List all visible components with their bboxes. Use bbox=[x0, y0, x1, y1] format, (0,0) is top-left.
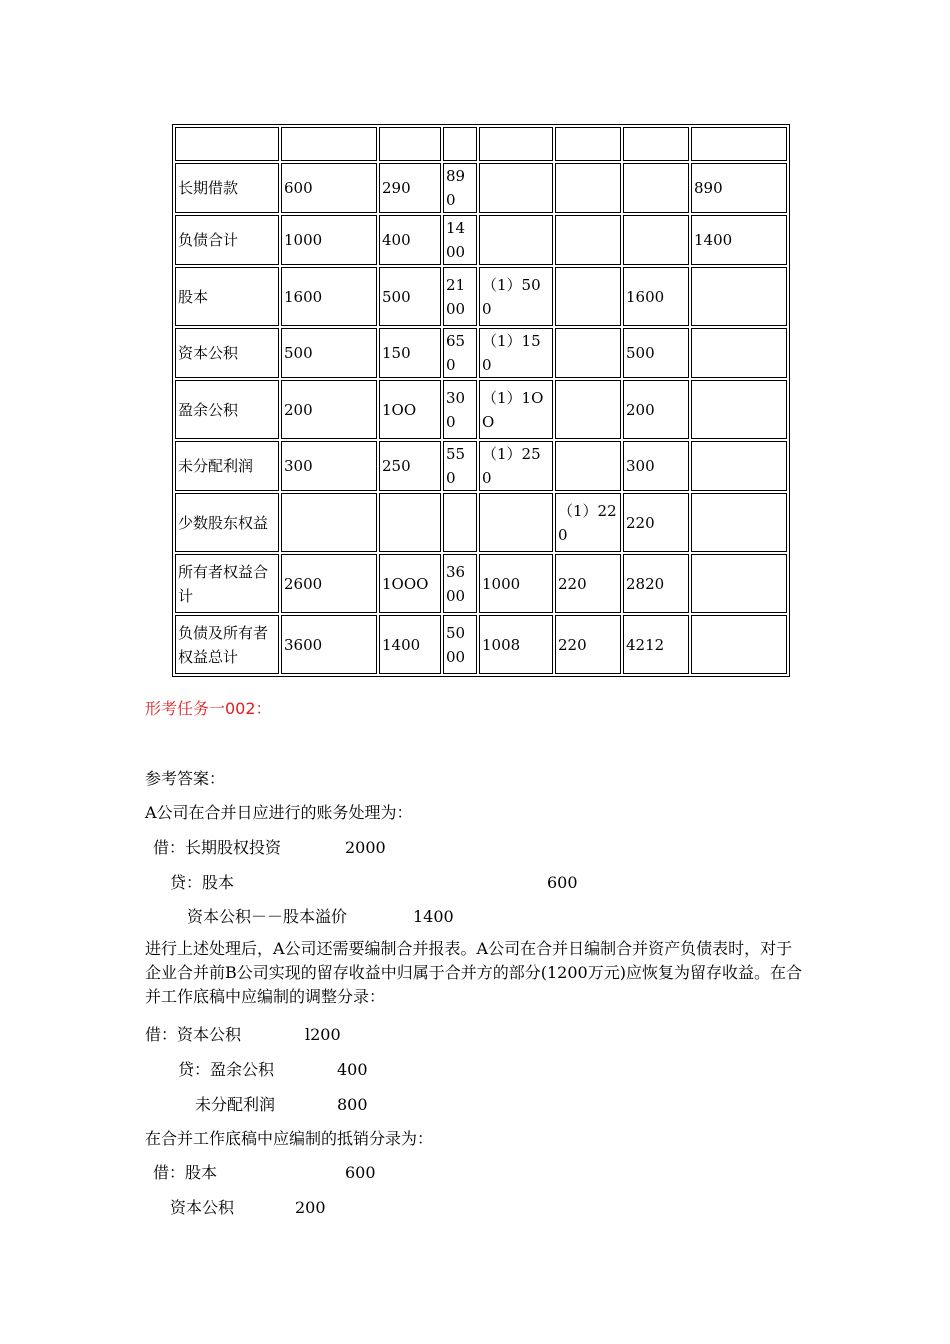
table-cell: 2820 bbox=[623, 554, 689, 613]
table-cell: 5000 bbox=[443, 615, 477, 674]
table-row bbox=[175, 215, 787, 265]
table-cell bbox=[281, 127, 377, 161]
table-cell bbox=[281, 493, 377, 552]
table-cell: （1）1OO bbox=[479, 380, 553, 439]
table-cell bbox=[555, 380, 621, 439]
entry3-debit-label: 借：股本 bbox=[153, 1163, 218, 1182]
table-cell: 600 bbox=[281, 163, 377, 213]
entry2-credit-label: 贷：盈余公积 bbox=[178, 1060, 275, 1079]
table-cell: 300 bbox=[623, 441, 689, 491]
entry2-credit2-label: 未分配利润 bbox=[195, 1095, 276, 1114]
table-cell: 250 bbox=[379, 441, 441, 491]
table-cell: 1008 bbox=[479, 615, 553, 674]
table-cell: 1400 bbox=[379, 615, 441, 674]
table-cell bbox=[555, 267, 621, 326]
table-row bbox=[175, 380, 787, 439]
table-cell bbox=[691, 615, 787, 674]
table-cell bbox=[443, 127, 477, 161]
table-cell: 股本 bbox=[175, 267, 279, 326]
table-cell: 500 bbox=[379, 267, 441, 326]
entry2-debit-label: 借：资本公积 bbox=[145, 1025, 242, 1044]
table-cell: 负债及所有者权益总计 bbox=[175, 615, 279, 674]
entry2-credit-amount: 400 bbox=[337, 1060, 368, 1079]
table-cell bbox=[555, 441, 621, 491]
table-row bbox=[175, 127, 787, 161]
table-cell: 盈余公积 bbox=[175, 380, 279, 439]
table-row bbox=[175, 554, 787, 613]
table-cell bbox=[691, 554, 787, 613]
table-cell bbox=[379, 127, 441, 161]
offset-intro: 在合并工作底稿中应编制的抵销分录为： bbox=[145, 1129, 434, 1148]
table-cell: 500 bbox=[623, 328, 689, 378]
table-cell: 220 bbox=[623, 493, 689, 552]
table-cell: 1000 bbox=[281, 215, 377, 265]
table-cell bbox=[691, 267, 787, 326]
entry1-debit-label: 借：长期股权投资 bbox=[153, 838, 282, 857]
table-cell: （1）220 bbox=[555, 493, 621, 552]
table-cell bbox=[479, 127, 553, 161]
table-cell bbox=[555, 127, 621, 161]
table-row bbox=[175, 493, 787, 552]
table-cell bbox=[555, 215, 621, 265]
entry3-line2-label: 资本公积 bbox=[170, 1198, 235, 1217]
table-cell bbox=[479, 163, 553, 213]
section-title: 形考任务一002： bbox=[145, 699, 272, 718]
table-cell: 890 bbox=[443, 163, 477, 213]
table-cell: 650 bbox=[443, 328, 477, 378]
table-cell: 300 bbox=[443, 380, 477, 439]
table-cell bbox=[555, 328, 621, 378]
table-cell bbox=[691, 441, 787, 491]
table-cell: 220 bbox=[555, 554, 621, 613]
table-cell bbox=[623, 215, 689, 265]
table-cell: 1600 bbox=[623, 267, 689, 326]
table-cell bbox=[379, 493, 441, 552]
table-cell bbox=[691, 493, 787, 552]
table-cell: 3600 bbox=[281, 615, 377, 674]
table-cell bbox=[691, 127, 787, 161]
table-cell bbox=[691, 328, 787, 378]
table-cell: 1400 bbox=[691, 215, 787, 265]
answer-heading: 参考答案： bbox=[145, 769, 226, 788]
table-cell bbox=[691, 380, 787, 439]
table-cell: （1）250 bbox=[479, 441, 553, 491]
table-cell: 1000 bbox=[479, 554, 553, 613]
entry2-debit-amount: l200 bbox=[305, 1025, 341, 1044]
table-cell: 1OO bbox=[379, 380, 441, 439]
table-row bbox=[175, 615, 787, 674]
table-cell bbox=[555, 163, 621, 213]
table-cell bbox=[479, 215, 553, 265]
table-cell: 负债合计 bbox=[175, 215, 279, 265]
table-cell bbox=[623, 127, 689, 161]
table-cell bbox=[479, 493, 553, 552]
table-cell: 550 bbox=[443, 441, 477, 491]
table-cell: 2100 bbox=[443, 267, 477, 326]
table-cell: 290 bbox=[379, 163, 441, 213]
table-cell: 200 bbox=[281, 380, 377, 439]
table-cell: （1）150 bbox=[479, 328, 553, 378]
table-cell: 3600 bbox=[443, 554, 477, 613]
table-cell: 所有者权益合计 bbox=[175, 554, 279, 613]
table-cell: 2600 bbox=[281, 554, 377, 613]
table-row bbox=[175, 328, 787, 378]
entry1-credit2-amount: 1400 bbox=[413, 907, 454, 926]
entry1-debit-amount: 2000 bbox=[345, 838, 386, 857]
table-cell bbox=[175, 127, 279, 161]
entry2-credit2-amount: 800 bbox=[337, 1095, 368, 1114]
table-cell: 150 bbox=[379, 328, 441, 378]
table-row bbox=[175, 441, 787, 491]
table-cell: 400 bbox=[379, 215, 441, 265]
consolidation-worksheet-table bbox=[172, 124, 790, 677]
table-cell: 890 bbox=[691, 163, 787, 213]
entry1-credit2-label: 资本公积－－股本溢价 bbox=[187, 907, 348, 926]
table-cell: 500 bbox=[281, 328, 377, 378]
table-cell: 资本公积 bbox=[175, 328, 279, 378]
table-cell: 1600 bbox=[281, 267, 377, 326]
entry1-intro: A公司在合并日应进行的账务处理为： bbox=[145, 803, 413, 822]
entry1-credit-amount: 600 bbox=[547, 873, 578, 892]
table-cell: 未分配利润 bbox=[175, 441, 279, 491]
explanation-paragraph: 进行上述处理后，A公司还需要编制合并报表。A公司在合并日编制合并资产负债表时，对于企业合并前B公司实现的留存收益中归属于合并方的部分(1200万元)应恢复为留存收益。在合并工作底稿中应编制的调整分录： bbox=[145, 939, 802, 1006]
table-cell bbox=[443, 493, 477, 552]
table-cell: 4212 bbox=[623, 615, 689, 674]
table-cell: 200 bbox=[623, 380, 689, 439]
table-cell: 1OOO bbox=[379, 554, 441, 613]
table-cell: 220 bbox=[555, 615, 621, 674]
table-cell: 长期借款 bbox=[175, 163, 279, 213]
table-cell: 300 bbox=[281, 441, 377, 491]
table-cell: （1）500 bbox=[479, 267, 553, 326]
entry3-debit-amount: 600 bbox=[345, 1163, 376, 1182]
table-cell bbox=[623, 163, 689, 213]
entry3-line2-amount: 200 bbox=[295, 1198, 326, 1217]
table-cell: 少数股东权益 bbox=[175, 493, 279, 552]
table-row bbox=[175, 163, 787, 213]
table-cell: 1400 bbox=[443, 215, 477, 265]
table-row bbox=[175, 267, 787, 326]
entry1-credit-label: 贷：股本 bbox=[170, 873, 235, 892]
